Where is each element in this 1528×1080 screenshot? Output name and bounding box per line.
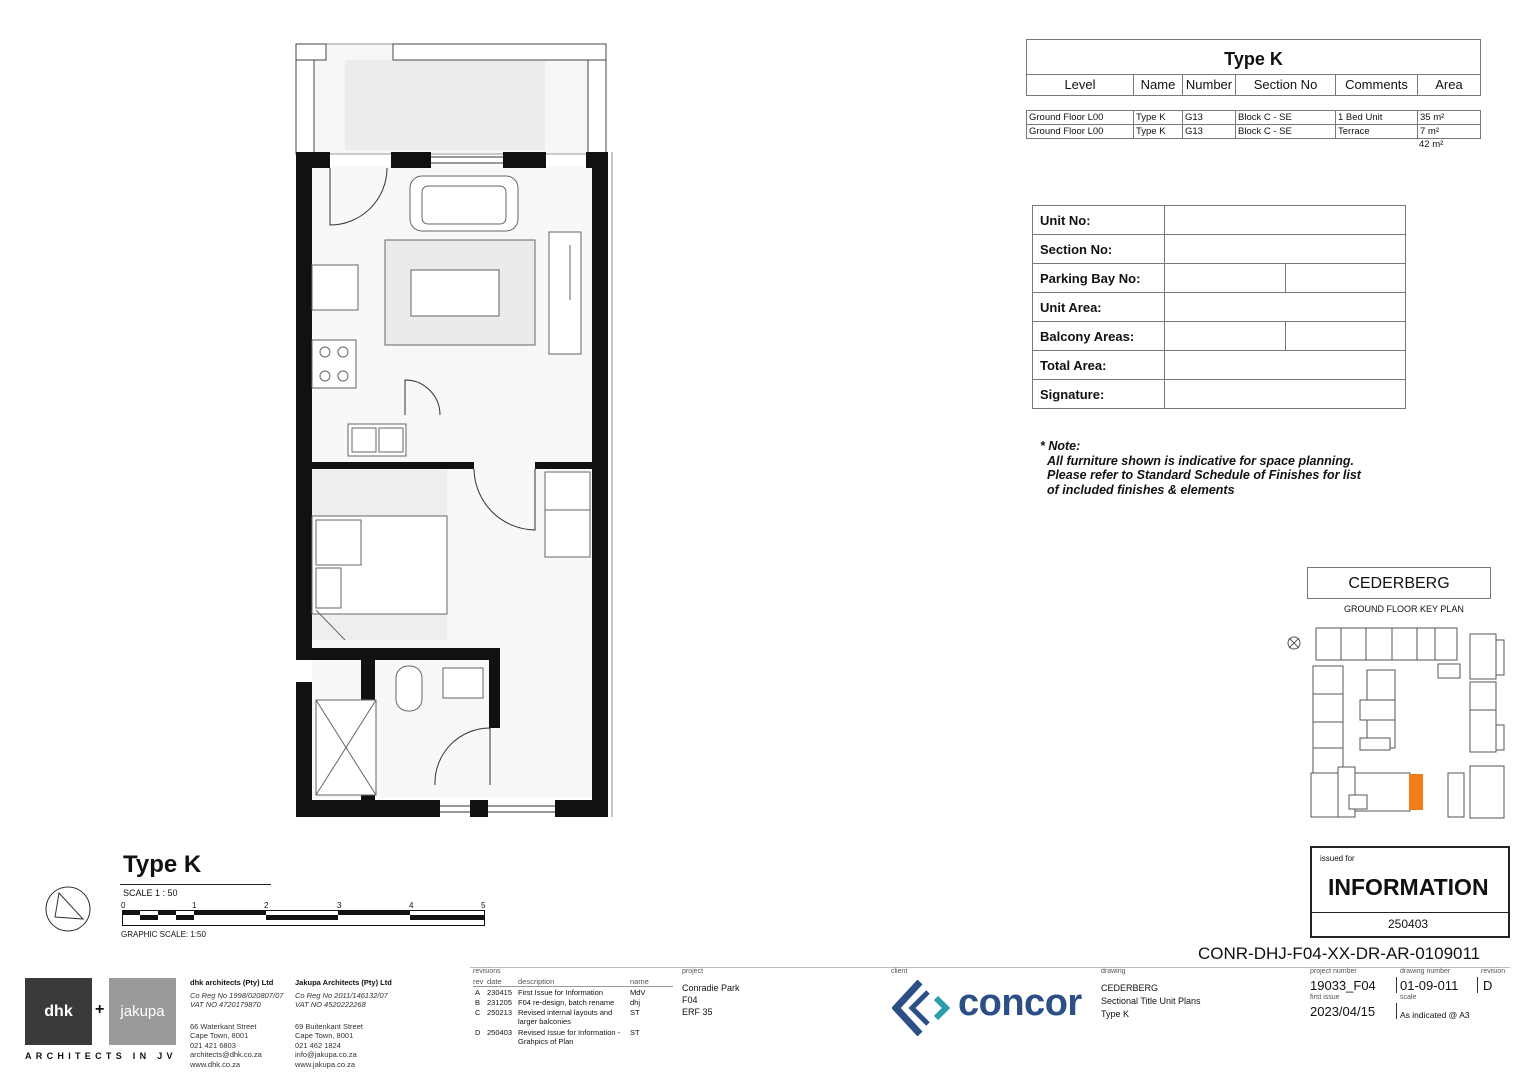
cell: 35 m² xyxy=(1420,112,1445,123)
project-label: project xyxy=(682,968,704,975)
unit-no-label: Unit No: xyxy=(1033,206,1165,234)
revisions-label: revisions xyxy=(473,968,501,975)
scale-tick: 4 xyxy=(409,901,414,910)
schedule-title: Type K xyxy=(1027,40,1480,75)
scale-tick: 5 xyxy=(481,901,486,910)
scale-tick: 2 xyxy=(264,901,269,910)
dhk-addr: Cape Town, 8001 xyxy=(190,1031,249,1040)
note-line: Please refer to Standard Schedule of Finishes for list xyxy=(1047,468,1361,482)
concor-logo-icon xyxy=(892,980,956,1036)
architects-tagline: ARCHITECTS IN JV xyxy=(25,1051,177,1061)
rev-cell: 250213 xyxy=(487,1008,513,1017)
rev-cell: Revised internal layouts and larger balconies xyxy=(518,1008,613,1026)
cell: 7 m² xyxy=(1420,126,1439,137)
rev-cell: 250403 xyxy=(487,1028,513,1037)
rev-cell: dhj xyxy=(630,998,641,1007)
jakupa-vat: VAT NO 4520222268 xyxy=(295,1000,366,1009)
issued-purpose: INFORMATION xyxy=(1328,874,1489,900)
north-arrow-icon xyxy=(43,885,93,935)
plan-title: Type K xyxy=(123,851,202,878)
scale-tick: 0 xyxy=(121,901,126,910)
unit-no-field[interactable] xyxy=(1165,206,1405,234)
dhk-reg: Co Reg No 1998/020807/07 xyxy=(190,990,284,1000)
rev-cell: ST xyxy=(630,1028,640,1037)
cell: Ground Floor L00 xyxy=(1027,125,1134,138)
rev-header: description xyxy=(518,977,555,986)
key-plan-subtitle: GROUND FLOOR KEY PLAN xyxy=(1344,604,1464,614)
parking-bay-field[interactable] xyxy=(1165,264,1405,292)
key-plan-unit-highlight xyxy=(1409,774,1423,810)
signature-field[interactable] xyxy=(1165,380,1405,408)
col-number: Number xyxy=(1183,75,1236,95)
jakupa-reg: Co Reg No 2011/146132/07 xyxy=(295,990,388,1000)
dhk-phone: 021 421 6803 xyxy=(190,1040,236,1050)
logo-plus: + xyxy=(95,1001,105,1018)
jakupa-web[interactable]: www.jakupa.co.za xyxy=(295,1059,356,1069)
schedule-header xyxy=(1027,75,1480,95)
cell: G13 xyxy=(1183,111,1236,124)
cell: Block C - SE xyxy=(1236,125,1336,138)
rev-header: name xyxy=(630,977,649,986)
dhk-name: dhk architects (Pty) Ltd xyxy=(190,978,274,987)
client-name: concor xyxy=(958,982,1082,1024)
balcony-areas-field[interactable] xyxy=(1165,322,1405,350)
jakupa-name: Jakupa Architects (Pty) Ltd xyxy=(295,978,392,987)
cell: 1 Bed Unit xyxy=(1336,111,1418,124)
project-erf: ERF 35 xyxy=(682,1007,713,1017)
rev-cell: D xyxy=(475,1028,481,1037)
rev-cell: First Issue for Information xyxy=(518,988,604,997)
note-heading: * Note: xyxy=(1040,439,1081,453)
first-issue-date: 2023/04/15 xyxy=(1310,1004,1376,1019)
rev-cell: F04 re-design, batch rename xyxy=(518,998,615,1007)
graphic-scale-bar xyxy=(122,910,488,928)
unit-area-label: Unit Area: xyxy=(1033,293,1165,321)
issued-label: issued for xyxy=(1320,854,1355,863)
rev-cell: A xyxy=(475,988,481,997)
total-area-label: Total Area: xyxy=(1033,351,1165,379)
rev-header: date xyxy=(487,977,502,986)
unit-info-form xyxy=(1032,205,1406,409)
cell: Type K xyxy=(1134,125,1183,138)
table-row xyxy=(1027,111,1480,125)
project-number-label: project number xyxy=(1310,968,1357,975)
dhk-logo: dhk xyxy=(25,978,92,1045)
issued-box xyxy=(1310,846,1510,938)
cell: Terrace xyxy=(1336,125,1418,138)
col-section: Section No xyxy=(1236,75,1336,95)
cell: Type K xyxy=(1134,111,1183,124)
schedule-rows xyxy=(1026,110,1481,139)
jakupa-details xyxy=(295,978,392,1069)
rev-cell: C xyxy=(475,1008,481,1017)
rev-cell: B xyxy=(475,998,481,1007)
key-plan xyxy=(1282,624,1508,820)
plan-scale: SCALE 1 : 50 xyxy=(123,888,178,898)
schedule-total: 42 m² xyxy=(1419,139,1444,150)
floor-plan xyxy=(290,40,630,835)
project-name: Conradie Park xyxy=(682,983,740,993)
first-issue-label: first issue xyxy=(1310,994,1340,1001)
rev-cell: ST xyxy=(630,1008,640,1017)
project-info xyxy=(682,982,740,1018)
col-comments: Comments xyxy=(1336,75,1418,95)
rev-cell: Revised Issue for Information - Grahpics of Plan xyxy=(518,1028,621,1046)
rev-cell: MdV xyxy=(630,988,646,997)
drawing-info xyxy=(1101,982,1201,1021)
revision-label: revision xyxy=(1481,968,1506,975)
cell: Block C - SE xyxy=(1236,111,1336,124)
drawing-number: 01-09-011 xyxy=(1400,978,1459,993)
terrace xyxy=(296,44,606,154)
rev-cell: 230415 xyxy=(487,988,513,997)
jakupa-addr: 69 Buitenkant Street xyxy=(295,1021,363,1031)
table-row xyxy=(1027,125,1480,138)
scale-tick: 1 xyxy=(192,901,197,910)
key-plan-title: CEDERBERG xyxy=(1307,567,1491,599)
drawing-line: CEDERBERG xyxy=(1101,983,1159,993)
drawing-label: drawing xyxy=(1101,968,1126,975)
unit-area-field[interactable] xyxy=(1165,293,1405,321)
dhk-details xyxy=(190,978,283,1069)
issued-code: 250403 xyxy=(1388,917,1429,931)
scale-label: scale xyxy=(1400,994,1417,1001)
furniture-note xyxy=(1040,439,1361,497)
rev-cell: 231205 xyxy=(487,998,513,1007)
cell: Ground Floor L00 xyxy=(1027,111,1134,124)
col-area: Area xyxy=(1435,77,1463,92)
dhk-addr: 66 Waterkant Street xyxy=(190,1021,257,1031)
project-phase: F04 xyxy=(682,995,698,1005)
client-label: client xyxy=(891,968,908,975)
dhk-web[interactable]: www.dhk.co.za xyxy=(190,1059,241,1069)
dhk-vat: VAT NO 4720179870 xyxy=(190,1000,261,1009)
col-level: Level xyxy=(1027,75,1134,95)
graphic-scale-label: GRAPHIC SCALE: 1:50 xyxy=(121,930,206,939)
cell: G13 xyxy=(1183,125,1236,138)
note-line: All furniture shown is indicative for space planning. xyxy=(1047,453,1354,468)
drawing-line: Type K xyxy=(1101,1009,1130,1019)
jakupa-email[interactable]: info@jakupa.co.za xyxy=(295,1050,357,1059)
total-area-field[interactable] xyxy=(1165,351,1405,379)
scale-value: As indicated @ A3 xyxy=(1400,1010,1470,1020)
balcony-areas-label: Balcony Areas: xyxy=(1033,322,1165,350)
jakupa-logo: jakupa xyxy=(109,978,176,1045)
scale-tick: 3 xyxy=(337,901,342,910)
dhk-email[interactable]: architects@dhk.co.za xyxy=(190,1050,262,1059)
drawing-number-label: drawing number xyxy=(1400,968,1451,975)
project-number: 19033_F04 xyxy=(1310,978,1376,993)
drawing-code: CONR-DHJ-F04-XX-DR-AR-0109011 xyxy=(1198,944,1481,963)
section-no-label: Section No: xyxy=(1033,235,1165,263)
signature-label: Signature: xyxy=(1033,380,1165,408)
jakupa-addr: Cape Town, 8001 xyxy=(295,1031,354,1040)
rev-header: rev xyxy=(473,977,484,986)
col-name: Name xyxy=(1134,75,1183,95)
jakupa-phone: 021 462 1824 xyxy=(295,1040,341,1050)
note-line: of included finishes & elements xyxy=(1047,482,1235,497)
section-no-field[interactable] xyxy=(1165,235,1405,263)
revision-value: D xyxy=(1483,978,1493,993)
drawing-line: Sectional Title Unit Plans xyxy=(1101,996,1201,1006)
area-schedule xyxy=(1026,39,1481,96)
parking-bay-label: Parking Bay No: xyxy=(1033,264,1165,292)
